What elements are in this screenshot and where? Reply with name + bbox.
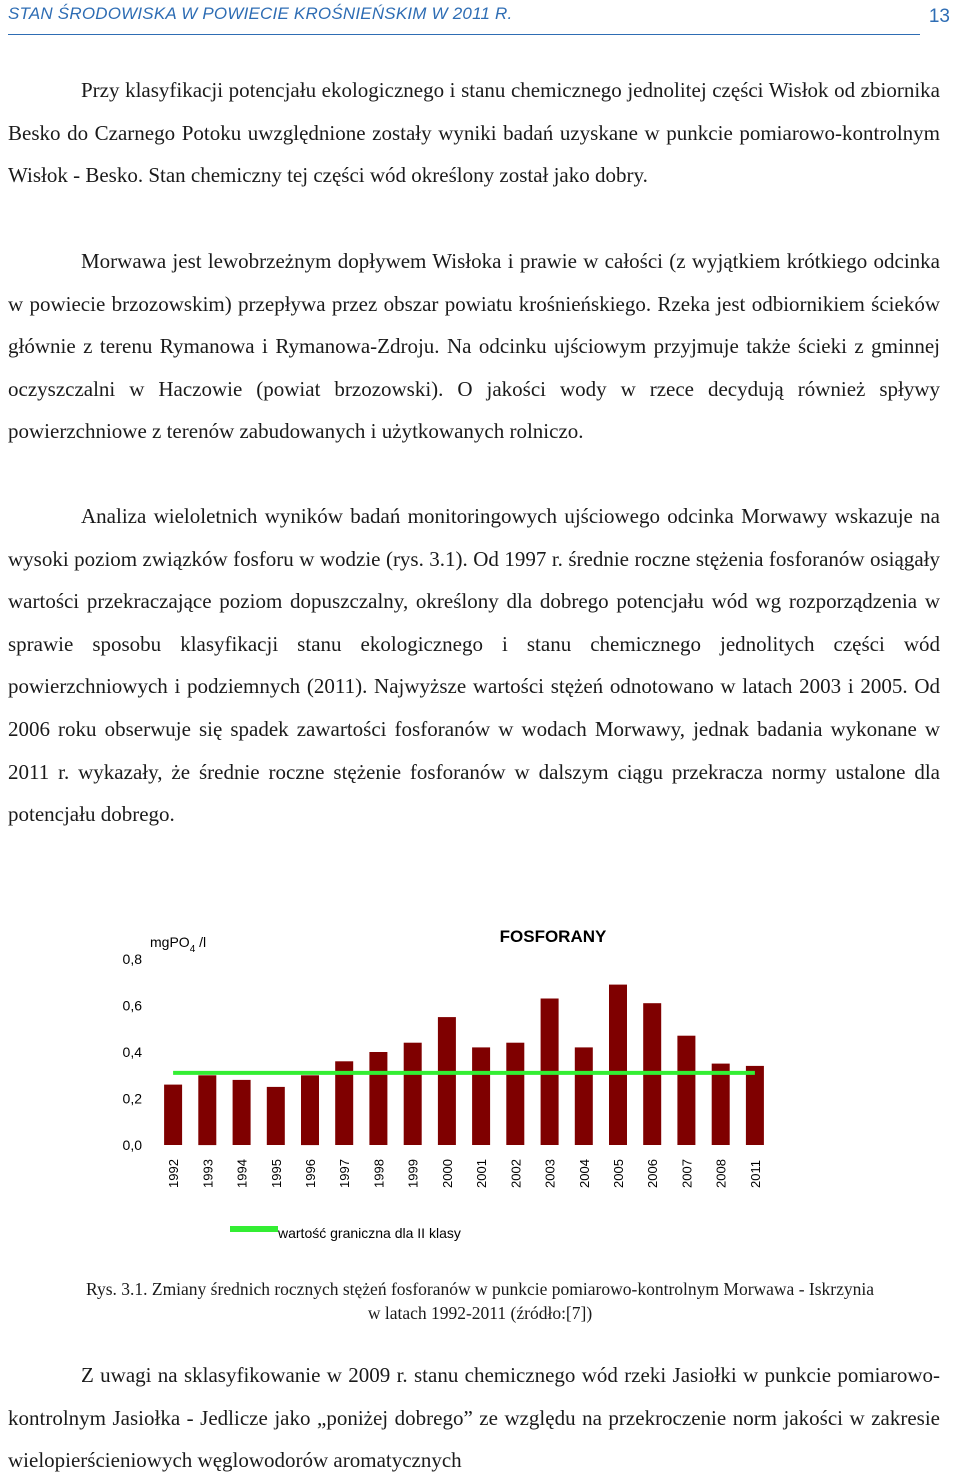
y-tick-label: 0,2 xyxy=(122,1090,142,1107)
x-tick-label: 1999 xyxy=(405,1159,421,1188)
x-tick-label: 2006 xyxy=(645,1159,661,1188)
phosphate-chart-svg xyxy=(100,912,800,1242)
x-tick-label: 1995 xyxy=(268,1159,284,1188)
running-title: STAN ŚRODOWISKA W POWIECIE KROŚNIEŃSKIM W 2011 R. xyxy=(8,4,513,23)
bar-1994 xyxy=(233,1080,251,1145)
x-tick-label: 2002 xyxy=(508,1159,524,1188)
x-tick-label: 2008 xyxy=(713,1159,729,1188)
x-tick-label: 1994 xyxy=(234,1159,250,1188)
x-tick-label: 2000 xyxy=(439,1159,455,1188)
bar-2007 xyxy=(677,1036,695,1145)
bar-2001 xyxy=(472,1047,490,1145)
bar-2002 xyxy=(506,1043,524,1145)
bar-2008 xyxy=(712,1064,730,1145)
paragraph-wislok-text: Przy klasyfikacji potencjału ekologicznego i stanu chemicznego jednolitej części Wisłok od zbiornika Besko do Czarnego Potoku uwzględnione zostały wyniki badań uzyskane w punkcie pomiarowo-kontrolnym Wisłok - Besko. Stan chemiczny tej części wód określony został jako dobry. xyxy=(8,78,940,188)
paragraph-jasiolka-text: Z uwagi na sklasyfikowanie w 2009 r. stanu chemicznego wód rzeki Jasiołki w punkcie pomiarowo-kontrolnym Jasiołka - Jedlicze jako „poniżej dobrego” ze względu na przekroczenie norm jakości w zakresie wielopierścieniowych węglowodorów aromatycznych xyxy=(8,1363,940,1473)
y-tick-group xyxy=(123,951,143,1153)
bar-group xyxy=(164,985,764,1146)
x-tick-label: 1998 xyxy=(371,1159,387,1188)
bar-1998 xyxy=(369,1052,387,1145)
paragraph-morwawa-text: Morwawa jest lewobrzeżnym dopływem Wisłoka i prawie w całości (z wyjątkiem krótkiego odcinka w powiecie brzozowskim) przepływa przez obszar powiatu krośnieńskiego. Rzeka jest odbiornikiem ścieków głównie z terenu Rymanowa i Rymanowa-Zdroju. Na odcinku ujściowym przyjmuje także ścieki z gminnej oczyszczalni w Haczowie (powiat brzozowski). O jakości wody w rzece decydują również spływy powierzchniowe z terenów zabudowanych i użytkowanych rolniczo. xyxy=(8,249,940,444)
x-tick-label: 2001 xyxy=(474,1159,490,1188)
x-tick-label: 1992 xyxy=(166,1159,182,1188)
bar-1995 xyxy=(267,1087,285,1145)
x-tick-label: 1993 xyxy=(200,1159,216,1188)
paragraph-jasiolka xyxy=(8,1354,940,1482)
page-header xyxy=(8,4,952,36)
bar-2005 xyxy=(609,985,627,1145)
y-tick-label: 0,4 xyxy=(122,1044,142,1060)
figure-caption-line1: Rys. 3.1. Zmiany średnich rocznych stężeń fosforanów w punkcie pomiarowo-kontrolnym Morwawa - Iskrzynia xyxy=(85,1279,875,1299)
y-axis-unit-label xyxy=(150,934,206,955)
paragraph-wislok xyxy=(8,69,940,197)
x-tick-label: 1996 xyxy=(303,1159,318,1188)
bar-2011 xyxy=(746,1066,764,1145)
bar-1993 xyxy=(198,1075,216,1145)
paragraph-analysis xyxy=(8,495,940,836)
x-tick-label: 2007 xyxy=(679,1159,695,1188)
figure-caption xyxy=(8,1277,952,1325)
bar-2004 xyxy=(575,1047,593,1145)
y-tick-label: 0,6 xyxy=(122,997,142,1014)
phosphate-chart xyxy=(100,912,800,1242)
paragraph-morwawa xyxy=(8,240,940,453)
y-tick-label: 0,0 xyxy=(122,1137,142,1153)
bar-1992 xyxy=(164,1085,182,1145)
bar-1996 xyxy=(301,1075,319,1145)
header-divider xyxy=(8,34,920,35)
legend-label: wartość graniczna dla II klasy xyxy=(278,1225,461,1241)
chart-title: FOSFORANY xyxy=(499,927,607,946)
bar-2000 xyxy=(438,1017,456,1145)
bar-1999 xyxy=(404,1043,422,1145)
x-tick-label: 2011 xyxy=(747,1160,763,1188)
paragraph-analysis-text: Analiza wieloletnich wyników badań monitoringowych ujściowego odcinka Morwawy wskazuje na wysoki poziom związków fosforu w wodzie (rys. 3.1). Od 1997 r. średnie roczne stężenia fosforanów osiągały wartości przekraczające poziom dopuszczalny, określony dla dobrego potencjału wód wg rozporządzenia w sprawie sposobu klasyfikacji stanu ekologicznego i stanu chemicznego jednolitych części wód powierzchniowych i podziemnych (2011). Najwyższe wartości stężeń odnotowano w latach 2003 i 2005. Od 2006 roku obserwuje się spadek zawartości fosforanów w wodach Morwawy, jednak badania wykonane w 2011 r. wykazały, że średnie roczne stężenie fosforanów w dalszym ciągu przekracza normy ustalone dla potencjału dobrego. xyxy=(8,504,940,827)
figure-caption-line2: w latach 1992-2011 (źródło:[7]) xyxy=(367,1303,593,1323)
x-tick-label: 2004 xyxy=(576,1159,592,1188)
page-number: 13 xyxy=(928,6,950,27)
y-axis-unit-subscript: 4 xyxy=(189,944,196,955)
x-tick-label: 1997 xyxy=(337,1159,353,1188)
x-tick-label: 2003 xyxy=(542,1159,558,1188)
y-axis-unit-main: mgPO xyxy=(150,934,190,950)
y-tick-label: 0,8 xyxy=(122,951,142,967)
y-axis-unit-tail: /l xyxy=(195,934,207,950)
x-tick-group xyxy=(166,1159,763,1188)
x-tick-label: 2005 xyxy=(611,1159,626,1188)
